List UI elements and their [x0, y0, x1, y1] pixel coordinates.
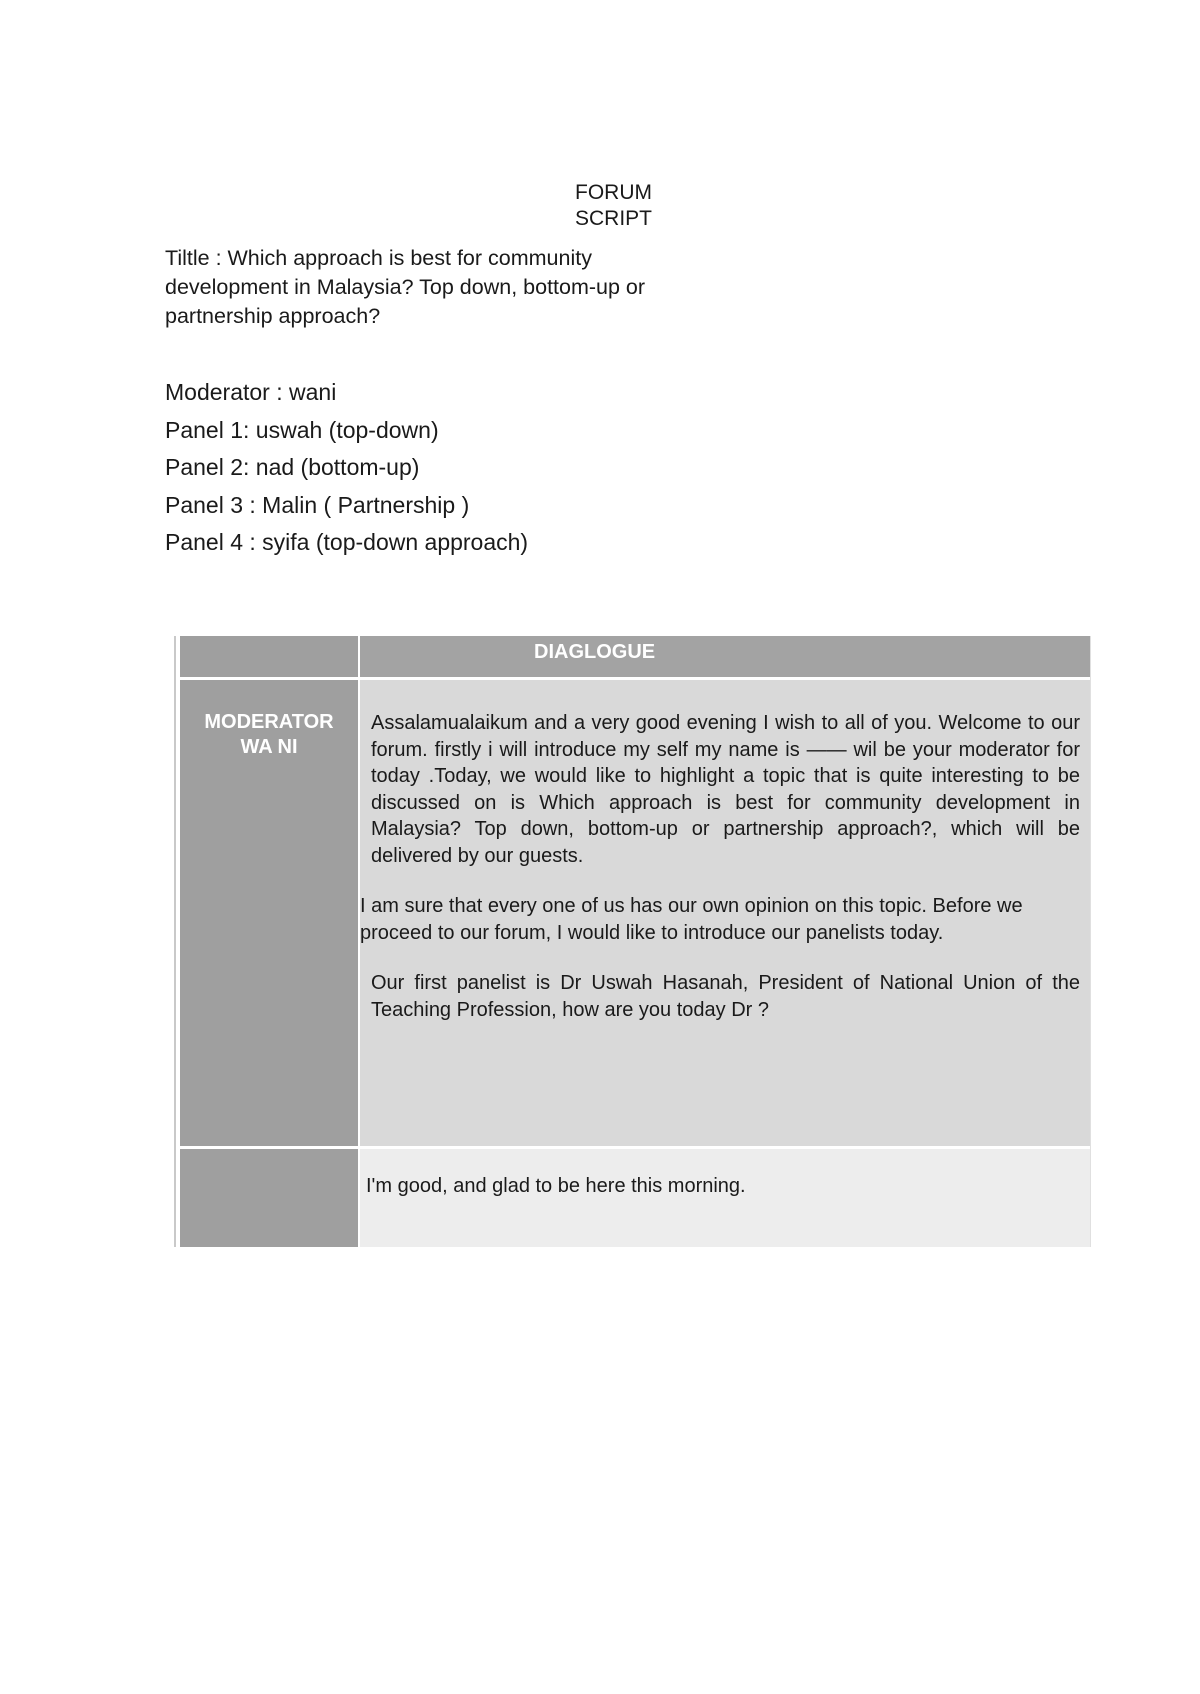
table-row [176, 680, 1090, 1149]
dialogue-paragraph-1: Assalamualaikum and a very good evening I wish to all of you. Welcome to our forum. firstly i will introduce my self my name is —— wil be your moderator for today .Today, we would like to highlight a topic that is quite interesting to be discussed on is Which approach is best for community development in Malaysia? Top down, bottom-up or partnership approach?, which will be delivered by our guests. [371, 712, 1080, 867]
dialogue-table [174, 636, 1091, 1247]
dialogue-paragraph-2: I am sure that every one of us has our own opinion on this topic. Before we proceed to our forum, I would like to introduce our panelists today. [360, 895, 1023, 944]
header-dialogue-cell [360, 636, 1090, 680]
speaker-name: WA NI [240, 736, 298, 758]
participant-list [165, 374, 528, 562]
dialogue-header-label: DIAGLOGUE [534, 641, 656, 663]
dialogue-paragraph-3: Our first panelist is Dr Uswah Hasanah, President of National Union of the Teaching Profession, how are you today Dr ? [371, 972, 1080, 1021]
dialogue-cell [360, 1149, 1090, 1247]
table-row [176, 1149, 1090, 1247]
header-speaker-cell [176, 636, 360, 680]
speaker-cell [176, 680, 360, 1149]
participant-panel-4: Panel 4 : syifa (top-down approach) [165, 529, 529, 555]
speaker-cell [176, 1149, 360, 1247]
heading-line-2: SCRIPT [575, 207, 653, 230]
dialogue-cell [360, 680, 1090, 1149]
participant-moderator: Moderator : wani [165, 379, 337, 405]
participant-panel-2: Panel 2: nad (bottom-up) [165, 454, 420, 480]
participant-panel-3: Panel 3 : Malin ( Partnership ) [165, 491, 470, 518]
participant-panel-1: Panel 1: uswah (top-down) [165, 416, 439, 443]
table-header-row [176, 636, 1090, 680]
forum-title: Tiltle : Which approach is best for community development in Malaysia? Top down, bottom-up or partnership approach? [165, 246, 646, 328]
speaker-role: MODERATOR [204, 711, 334, 733]
heading-line-1: FORUM [575, 181, 652, 204]
reply-text: I'm good, and glad to be here this morning. [366, 1175, 746, 1197]
document-heading [575, 180, 652, 232]
